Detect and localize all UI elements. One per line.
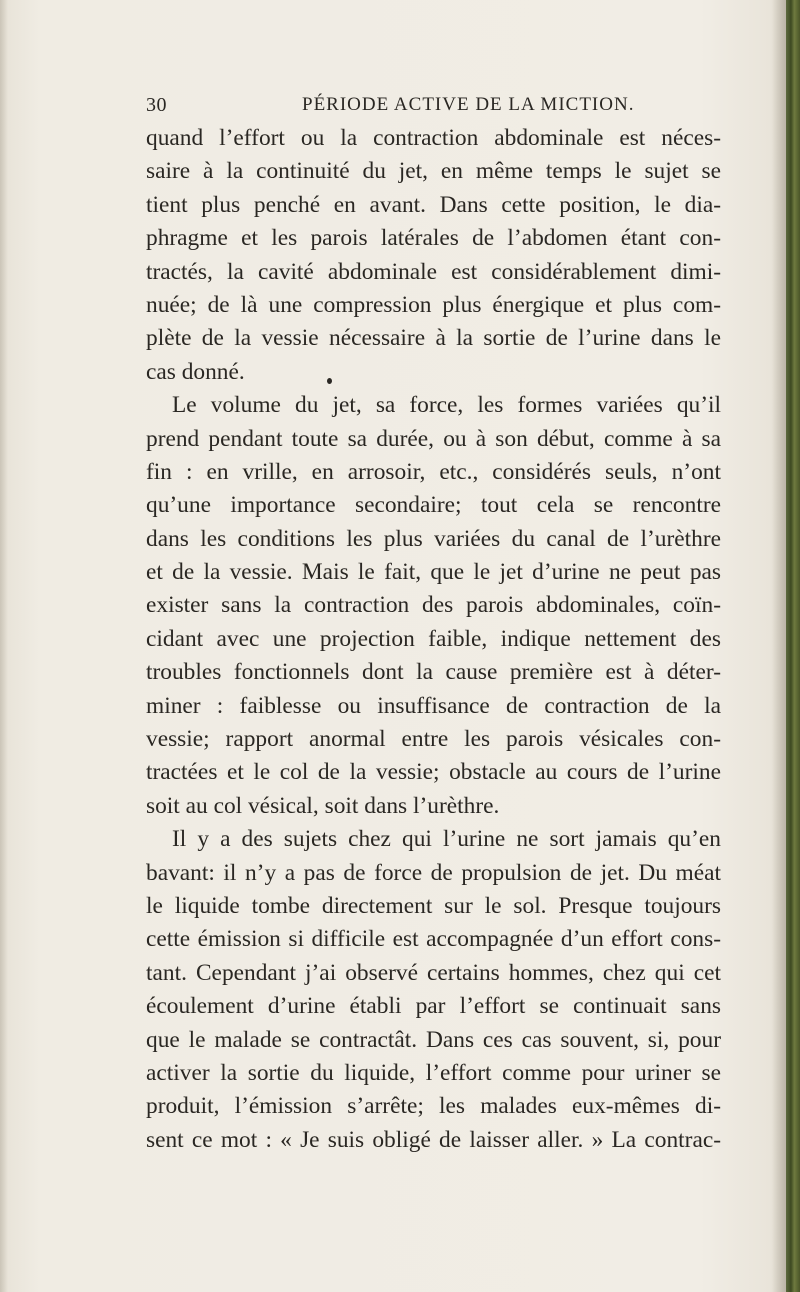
text-line: troubles fonctionnels dont la cause première est à déter-	[146, 659, 721, 686]
running-head	[146, 94, 726, 122]
text-line: le liquide tombe directement sur le sol. Presque toujours	[146, 892, 721, 919]
text-line: Le volume du jet, sa force, les formes variées qu’il	[172, 392, 721, 419]
text-line: quand l’effort ou la contraction abdominale est néces-	[146, 125, 721, 151]
text-line: produit, l’émission s’arrête; les malades eux-mêmes di-	[146, 1093, 721, 1120]
gutter-shadow	[772, 0, 786, 1292]
ink-speck	[327, 378, 332, 384]
text-line: exister sans la contraction des parois abdominales, coïn-	[146, 592, 721, 619]
book-spine	[786, 0, 800, 1292]
running-title: PÉRIODE ACTIVE DE LA MICTION.	[302, 94, 635, 115]
text-line: bavant: il n’y a pas de force de propulsion de jet. Du méat	[146, 859, 721, 886]
text-line: qu’une importance secondaire; tout cela se rencontre	[146, 492, 721, 519]
text-line: Il y a des sujets chez qui l’urine ne sort jamais qu’en	[172, 826, 721, 853]
text-line: écoulement d’urine établi par l’effort se continuait sans	[146, 993, 721, 1020]
text-line: tient plus penché en avant. Dans cette position, le dia-	[146, 191, 721, 218]
text-line: fin : en vrille, en arrosoir, etc., considérés seuls, n’ont	[146, 458, 721, 485]
text-line: tant. Cependant j’ai observé certains hommes, chez qui cet	[146, 959, 721, 986]
page-left-edge	[0, 0, 8, 1292]
page-number: 30	[146, 94, 167, 116]
text-line: vessie; rapport anormal entre les parois vésicales con-	[146, 726, 721, 753]
body-text	[146, 122, 721, 1157]
text-line: tractées et le col de la vessie; obstacle au cours de l’urine	[146, 759, 721, 786]
text-line: plète de la vessie nécessaire à la sortie de l’urine dans le	[146, 325, 721, 352]
text-line: cas donné.	[146, 358, 245, 385]
text-line: et de la vessie. Mais le fait, que le jet d’urine ne peut pas	[146, 559, 721, 586]
text-line: activer la sortie du liquide, l’effort comme pour uriner se	[146, 1059, 721, 1086]
text-line: nuée; de là une compression plus énergique et plus com-	[146, 291, 721, 318]
text-line: soit au col vésical, soit dans l’urèthre.	[146, 792, 500, 819]
text-line: cidant avec une projection faible, indique nettement des	[146, 625, 721, 652]
text-line: dans les conditions les plus variées du canal de l’urèthre	[146, 525, 721, 552]
text-line: que le malade se contractât. Dans ces cas souvent, si, pour	[146, 1026, 721, 1053]
text-line: saire à la continuité du jet, en même temps le sujet se	[146, 158, 721, 185]
text-line: sent ce mot : « Je suis obligé de laisser aller. » La contrac-	[146, 1126, 721, 1153]
text-line: prend pendant toute sa durée, ou à son début, comme à sa	[146, 425, 721, 452]
text-line: cette émission si difficile est accompagnée d’un effort cons-	[146, 926, 721, 953]
text-line: miner : faiblesse ou insuffisance de contraction de la	[146, 692, 721, 719]
text-line: phragme et les parois latérales de l’abdomen étant con-	[146, 225, 721, 252]
text-line: tractés, la cavité abdominale est considérablement dimi-	[146, 258, 721, 285]
